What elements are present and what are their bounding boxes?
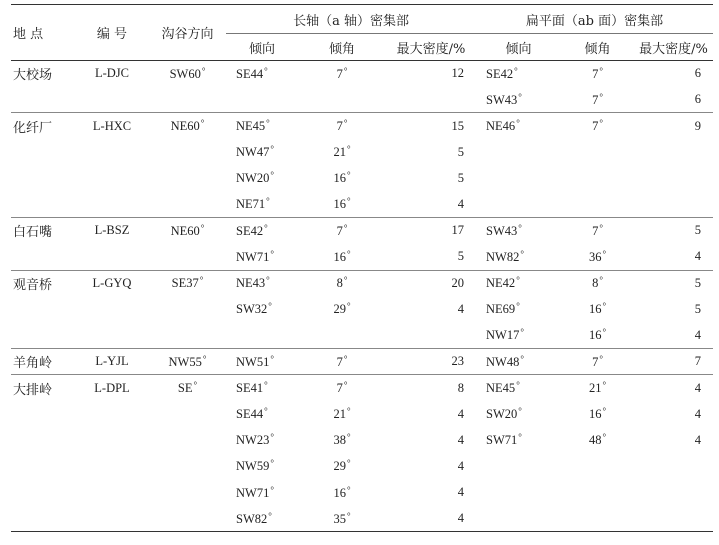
flat-face-dip <box>561 506 634 532</box>
empty-cell <box>149 322 226 348</box>
site-code: L-BSZ <box>75 218 149 244</box>
degree-sign: ° <box>200 118 205 129</box>
degree-sign: ° <box>602 432 607 443</box>
header-long-direction: 倾向 <box>248 41 275 57</box>
degree-sign: ° <box>516 301 520 312</box>
long-axis-direction: NE71° <box>236 196 270 212</box>
flat-face-direction: SW20° <box>486 406 522 422</box>
gully-direction: SW60° <box>169 65 206 81</box>
empty-cell <box>11 191 75 217</box>
table-row <box>11 453 713 479</box>
long-axis-dip: 7° <box>298 349 386 375</box>
flat-face-direction: NE69° <box>486 301 520 317</box>
degree-sign: ° <box>346 248 351 259</box>
header-flat-face-group: 扁平面（ab 面）密集部 <box>476 5 713 34</box>
flat-face-direction <box>476 453 561 479</box>
flat-face-direction <box>476 139 561 165</box>
empty-cell <box>149 401 226 427</box>
long-axis-direction <box>226 87 298 113</box>
empty-cell <box>149 427 226 453</box>
degree-sign: ° <box>599 275 603 286</box>
flat-face-direction: NE42° <box>476 270 561 296</box>
header-code: 编 号 <box>75 5 149 61</box>
header-long-dip: 倾角 <box>328 41 355 57</box>
long-axis-direction: SE42° <box>226 218 298 244</box>
degree-sign: ° <box>599 222 603 233</box>
site-name: 观音桥 <box>11 270 75 296</box>
long-axis-direction: NW71° <box>236 248 274 264</box>
table-row <box>11 61 713 87</box>
empty-cell <box>75 139 149 165</box>
flat-face-dip <box>561 165 634 191</box>
long-axis-density <box>386 322 476 348</box>
flat-face-direction: SE42° <box>486 65 518 81</box>
degree-sign: ° <box>268 510 272 521</box>
long-axis-dip: 21° <box>333 144 351 160</box>
flat-face-dip: 7° <box>592 91 603 107</box>
flat-face-direction: SW71° <box>486 432 522 448</box>
flat-face-dip: 7° <box>561 113 634 139</box>
long-axis-dip: 7° <box>336 65 348 81</box>
empty-cell <box>149 296 226 322</box>
flat-face-direction <box>476 165 561 191</box>
degree-sign: ° <box>264 406 268 417</box>
empty-cell <box>75 506 149 532</box>
table-row <box>11 506 713 532</box>
long-axis-density: 4 <box>457 406 465 421</box>
table-row <box>11 218 713 244</box>
degree-sign: ° <box>343 353 348 364</box>
long-axis-direction: NW71° <box>236 484 274 500</box>
flat-face-dip: 16° <box>588 327 607 343</box>
degree-sign: ° <box>346 301 351 312</box>
table-row <box>11 139 713 165</box>
gully-direction: NE60° <box>149 113 226 139</box>
degree-sign: ° <box>264 65 268 76</box>
flat-face-density: 7 <box>634 349 713 375</box>
empty-cell <box>149 244 226 270</box>
header-flat-max-density: 最大密度/% <box>639 41 708 57</box>
degree-sign: ° <box>270 144 274 155</box>
flat-face-dip <box>561 191 634 217</box>
long-axis-density: 23 <box>386 349 476 375</box>
long-axis-direction: NW59° <box>236 458 274 474</box>
table-row <box>11 427 713 453</box>
degree-sign: ° <box>516 118 520 129</box>
flat-face-direction: NW48° <box>476 349 561 375</box>
degree-sign: ° <box>346 196 351 207</box>
long-axis-dip <box>298 87 386 113</box>
long-axis-direction: SE44° <box>236 65 268 81</box>
degree-sign: ° <box>201 65 206 76</box>
degree-sign: ° <box>200 222 205 233</box>
long-axis-dip: 29° <box>333 458 351 474</box>
empty-cell <box>75 322 149 348</box>
gully-direction: NW55° <box>149 349 226 375</box>
empty-cell <box>149 506 226 532</box>
degree-sign: ° <box>270 353 274 364</box>
degree-sign: ° <box>520 353 524 364</box>
flat-face-dip <box>561 453 634 479</box>
long-axis-dip: 16° <box>333 248 351 264</box>
degree-sign: ° <box>520 327 524 338</box>
empty-cell <box>75 244 149 270</box>
long-axis-dip: 38° <box>333 432 351 448</box>
table-row <box>11 113 713 139</box>
empty-cell <box>11 165 75 191</box>
table-row <box>11 375 713 401</box>
site-name: 白石嘴 <box>11 218 75 244</box>
site-name: 大排岭 <box>11 375 75 401</box>
flat-face-density: 6 <box>694 92 702 107</box>
degree-sign: ° <box>346 510 351 521</box>
degree-sign: ° <box>602 301 607 312</box>
empty-cell <box>11 244 75 270</box>
empty-cell <box>11 506 75 532</box>
flat-face-dip: 16° <box>588 406 607 422</box>
degree-sign: ° <box>518 432 522 443</box>
long-axis-density <box>386 87 476 113</box>
flat-face-direction: SW43° <box>476 218 561 244</box>
table-row <box>11 322 713 348</box>
long-axis-dip: 7° <box>298 218 386 244</box>
flat-face-density <box>634 191 713 217</box>
long-axis-density: 8 <box>386 375 476 401</box>
empty-cell <box>149 165 226 191</box>
empty-cell <box>149 139 226 165</box>
header-flat-direction: 倾向 <box>505 41 532 57</box>
long-axis-dip: 16° <box>333 196 351 212</box>
flat-face-dip: 16° <box>588 301 607 317</box>
long-axis-density: 5 <box>457 170 465 185</box>
flat-face-direction <box>476 480 561 506</box>
degree-sign: ° <box>518 406 522 417</box>
long-axis-direction: SW82° <box>226 506 298 532</box>
empty-cell <box>75 165 149 191</box>
degree-sign: ° <box>199 275 204 286</box>
flat-face-dip: 21° <box>561 375 634 401</box>
table-body <box>11 61 713 532</box>
long-axis-density: 4 <box>457 485 465 500</box>
empty-cell <box>11 87 75 113</box>
long-axis-direction: NE43° <box>226 270 298 296</box>
header-long-max-density: 最大密度/% <box>396 41 466 57</box>
degree-sign: ° <box>516 380 520 391</box>
header-site: 地 点 <box>11 5 75 61</box>
table-row <box>11 349 713 375</box>
degree-sign: ° <box>193 380 198 391</box>
empty-cell <box>149 480 226 506</box>
degree-sign: ° <box>514 65 518 76</box>
long-axis-density: 4 <box>457 432 465 447</box>
site-code: L-HXC <box>75 113 149 139</box>
header-gully-direction: 沟谷方向 <box>149 5 226 61</box>
degree-sign: ° <box>602 248 607 259</box>
flat-face-density: 4 <box>694 406 702 421</box>
long-axis-direction: NW20° <box>236 170 274 186</box>
flat-face-density: 4 <box>694 249 702 264</box>
degree-sign: ° <box>266 275 270 286</box>
long-axis-density: 12 <box>451 66 465 81</box>
empty-cell <box>11 480 75 506</box>
degree-sign: ° <box>343 222 348 233</box>
table-row <box>11 244 713 270</box>
flat-face-dip: 7° <box>561 218 634 244</box>
site-code: L-DJC <box>94 66 130 81</box>
empty-cell <box>11 322 75 348</box>
degree-sign: ° <box>516 275 520 286</box>
degree-sign: ° <box>346 170 351 181</box>
flat-face-dip <box>561 139 634 165</box>
flat-face-density <box>634 480 713 506</box>
degree-sign: ° <box>599 65 603 76</box>
table-row <box>11 480 713 506</box>
flat-face-dip: 36° <box>588 248 607 264</box>
flat-face-dip: 8° <box>561 270 634 296</box>
flat-face-density: 9 <box>634 113 713 139</box>
flat-face-density <box>634 453 713 479</box>
degree-sign: ° <box>343 65 348 76</box>
flat-face-dip: 7° <box>592 65 603 81</box>
gully-direction: SE37° <box>149 270 226 296</box>
flat-face-direction: NE46° <box>476 113 561 139</box>
empty-cell <box>11 139 75 165</box>
long-axis-density: 4 <box>457 196 465 211</box>
long-axis-direction: NE45° <box>226 113 298 139</box>
empty-cell <box>75 87 149 113</box>
empty-cell <box>11 296 75 322</box>
degree-sign: ° <box>268 301 272 312</box>
table-row <box>11 165 713 191</box>
long-axis-density: 5 <box>457 144 465 159</box>
long-axis-density: 15 <box>386 113 476 139</box>
degree-sign: ° <box>264 380 268 391</box>
empty-cell <box>75 401 149 427</box>
degree-sign: ° <box>266 118 270 129</box>
flat-face-density: 4 <box>694 327 702 342</box>
long-axis-density: 20 <box>386 270 476 296</box>
site-name: 羊角岭 <box>11 349 75 375</box>
table-row <box>11 87 713 113</box>
long-axis-direction <box>226 322 298 348</box>
long-axis-density: 4 <box>457 458 465 473</box>
degree-sign: ° <box>599 118 603 129</box>
long-axis-dip: 16° <box>333 170 351 186</box>
flat-face-dip: 7° <box>561 349 634 375</box>
degree-sign: ° <box>343 118 348 129</box>
empty-cell <box>75 480 149 506</box>
degree-sign: ° <box>518 222 522 233</box>
degree-sign: ° <box>343 275 348 286</box>
long-axis-dip: 35° <box>298 506 386 532</box>
site-code: L-YJL <box>75 349 149 375</box>
degree-sign: ° <box>518 91 522 102</box>
degree-sign: ° <box>264 222 268 233</box>
degree-sign: ° <box>270 432 274 443</box>
long-axis-direction: NW51° <box>226 349 298 375</box>
degree-sign: ° <box>270 248 274 259</box>
flat-face-dip <box>561 480 634 506</box>
site-code: L-DPL <box>75 375 149 401</box>
flat-face-direction: NE45° <box>476 375 561 401</box>
degree-sign: ° <box>346 458 351 469</box>
flat-face-density <box>634 139 713 165</box>
degree-sign: ° <box>599 353 603 364</box>
long-axis-density: 17 <box>386 218 476 244</box>
empty-cell <box>75 296 149 322</box>
flat-face-density: 4 <box>694 432 702 447</box>
degree-sign: ° <box>346 406 351 417</box>
table-row <box>11 191 713 217</box>
long-axis-dip: 7° <box>298 375 386 401</box>
empty-cell <box>149 453 226 479</box>
flat-face-direction: NW82° <box>486 248 524 264</box>
degree-sign: ° <box>270 484 274 495</box>
table-row <box>11 296 713 322</box>
long-axis-dip: 8° <box>298 270 386 296</box>
empty-cell <box>75 453 149 479</box>
empty-cell <box>75 427 149 453</box>
long-axis-direction: NW23° <box>236 432 274 448</box>
long-axis-dip: 29° <box>333 301 351 317</box>
degree-sign: ° <box>270 170 274 181</box>
flat-face-dip: 48° <box>588 432 607 448</box>
gully-direction: NE60° <box>149 218 226 244</box>
long-axis-direction: SW32° <box>236 301 272 317</box>
flat-face-density: 5 <box>694 301 702 316</box>
header-flat-dip: 倾角 <box>584 41 611 57</box>
empty-cell <box>149 191 226 217</box>
degree-sign: ° <box>266 196 270 207</box>
degree-sign: ° <box>602 327 607 338</box>
site-name: 化纤厂 <box>11 113 75 139</box>
degree-sign: ° <box>202 353 207 364</box>
long-axis-direction: SE44° <box>236 406 268 422</box>
long-axis-dip: 16° <box>333 484 351 500</box>
degree-sign: ° <box>520 248 524 259</box>
degree-sign: ° <box>346 144 351 155</box>
degree-sign: ° <box>602 406 607 417</box>
flat-face-density: 5 <box>634 218 713 244</box>
flat-face-direction: SW43° <box>486 91 522 107</box>
site-code: L-GYQ <box>75 270 149 296</box>
empty-cell <box>11 427 75 453</box>
flat-face-direction <box>476 191 561 217</box>
empty-cell <box>11 401 75 427</box>
flat-face-density: 4 <box>634 375 713 401</box>
long-axis-dip: 7° <box>298 113 386 139</box>
empty-cell <box>75 191 149 217</box>
fabric-density-table <box>11 4 713 532</box>
empty-cell <box>149 87 226 113</box>
flat-face-direction: NW17° <box>486 327 524 343</box>
degree-sign: ° <box>346 484 351 495</box>
site-name: 大校场 <box>13 68 53 84</box>
degree-sign: ° <box>270 458 274 469</box>
degree-sign: ° <box>343 380 348 391</box>
header-long-axis-group: 长轴（a 轴）密集部 <box>226 5 476 34</box>
degree-sign: ° <box>599 91 603 102</box>
flat-face-direction <box>476 506 561 532</box>
long-axis-dip <box>298 322 386 348</box>
flat-face-density <box>634 506 713 532</box>
table-row <box>11 270 713 296</box>
empty-cell <box>11 453 75 479</box>
long-axis-direction: NW47° <box>236 144 274 160</box>
long-axis-dip: 21° <box>333 406 351 422</box>
table-row <box>11 401 713 427</box>
flat-face-density: 6 <box>694 66 702 81</box>
degree-sign: ° <box>602 380 607 391</box>
gully-direction: SE° <box>149 375 226 401</box>
long-axis-density: 4 <box>386 506 476 532</box>
long-axis-density: 5 <box>457 249 465 264</box>
long-axis-direction: SE41° <box>226 375 298 401</box>
flat-face-density <box>634 165 713 191</box>
degree-sign: ° <box>346 432 351 443</box>
flat-face-density: 5 <box>634 270 713 296</box>
long-axis-density: 4 <box>457 301 465 316</box>
